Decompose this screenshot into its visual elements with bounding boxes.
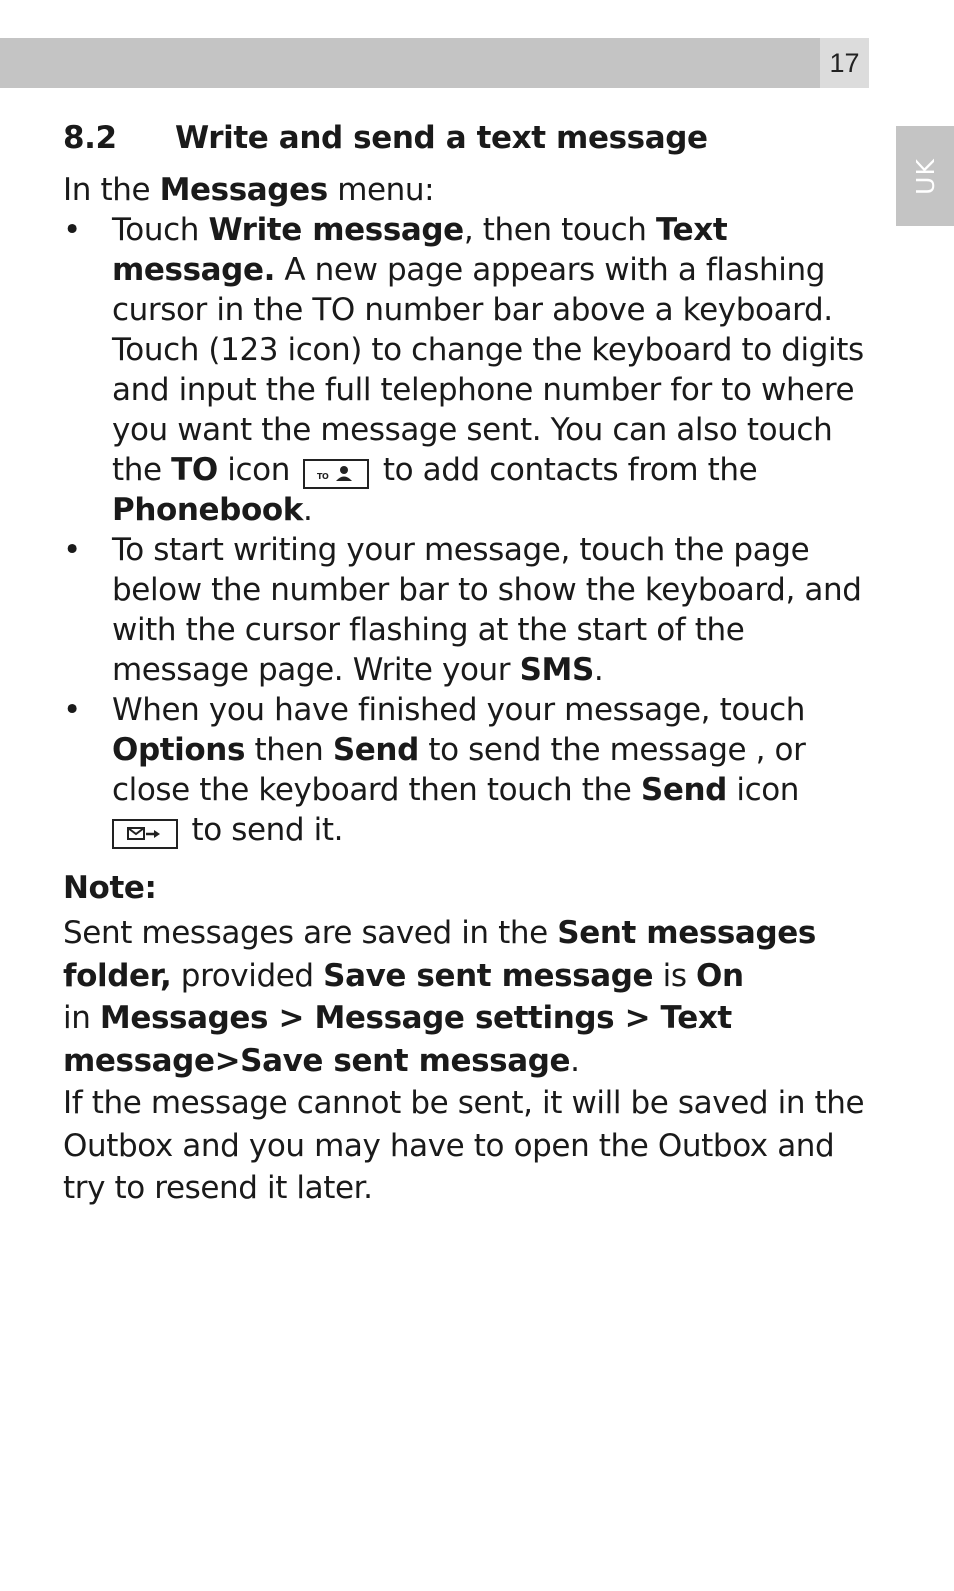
steps-list: [63, 210, 883, 850]
item-bold: Send: [332, 732, 419, 768]
item-text: to send the message , or close the keyboard then touch the: [112, 732, 806, 808]
item-bold: Text message.: [112, 212, 728, 288]
intro-bold-messages: Messages: [159, 172, 328, 208]
page-number: 17: [820, 38, 869, 88]
item-text: When you have finished your message, touch: [112, 692, 806, 728]
item-text: icon: [726, 772, 800, 808]
note-bold: Sent messages folder,: [63, 915, 816, 994]
item-text: A new page appears with a flashing cursor in the TO number bar above a keyboard. Touch (123 icon) to change the keyboard to digits and input the full telephone number for to where you want the message sent. You can also touch the: [112, 252, 864, 488]
item-text: then: [245, 732, 333, 768]
intro-text: In the: [63, 172, 160, 208]
to-icon-label: TO: [317, 472, 329, 481]
language-tab: [896, 126, 954, 226]
bullet-symbol: •: [63, 692, 81, 728]
item-text: icon: [217, 452, 300, 488]
list-item: [63, 690, 883, 850]
list-item: [63, 210, 883, 530]
item-bold: Options: [112, 732, 246, 768]
to-contacts-icon: [303, 459, 369, 489]
section-heading: [63, 116, 883, 160]
item-bold: TO: [171, 452, 218, 488]
intro-paragraph: [63, 170, 883, 210]
item-text: , then touch: [463, 212, 657, 248]
item-bold: Write message: [208, 212, 464, 248]
intro-text-end: menu:: [327, 172, 435, 208]
item-text: Touch: [112, 212, 209, 248]
item-bold: Phonebook: [112, 492, 303, 528]
item-text: to add contacts from the: [373, 452, 758, 488]
note-text: in: [63, 1000, 100, 1036]
bullet-symbol: •: [63, 212, 81, 248]
note-paragraph-outbox: If the message cannot be sent, it will be saved in the Outbox and you may have to open the Outbox and try to resend it later.: [63, 1085, 865, 1206]
item-text: to send it.: [182, 812, 344, 848]
item-text: .: [593, 652, 604, 688]
note-paragraph: [63, 912, 883, 1082]
note-bold-menu-path: Messages > Message settings > Text message>Save sent message: [63, 1000, 732, 1079]
header-bar: [0, 38, 820, 88]
note-heading: Note:: [63, 870, 157, 906]
language-tab-label: UK: [910, 157, 940, 195]
note-text: is: [653, 957, 697, 994]
note-text: Sent messages are saved in the: [63, 915, 558, 951]
item-bold: SMS: [519, 652, 594, 688]
note-text: .: [570, 1042, 580, 1079]
item-bold: Send: [640, 772, 727, 808]
note-bold: On: [696, 957, 744, 994]
send-message-icon: [112, 819, 178, 849]
bullet-symbol: •: [63, 532, 81, 568]
section-number: 8.2: [63, 120, 117, 156]
section-title: Write and send a text message: [175, 120, 708, 156]
note-bold: Save sent message: [323, 957, 654, 994]
list-item: [63, 530, 883, 690]
item-text: To start writing your message, touch the page below the number bar to show the keyboard, and with the cursor flashing at the start of the message page. Write your: [112, 532, 862, 688]
page-content: [63, 116, 883, 1210]
note-text: provided: [171, 957, 324, 994]
item-text: .: [302, 492, 313, 528]
